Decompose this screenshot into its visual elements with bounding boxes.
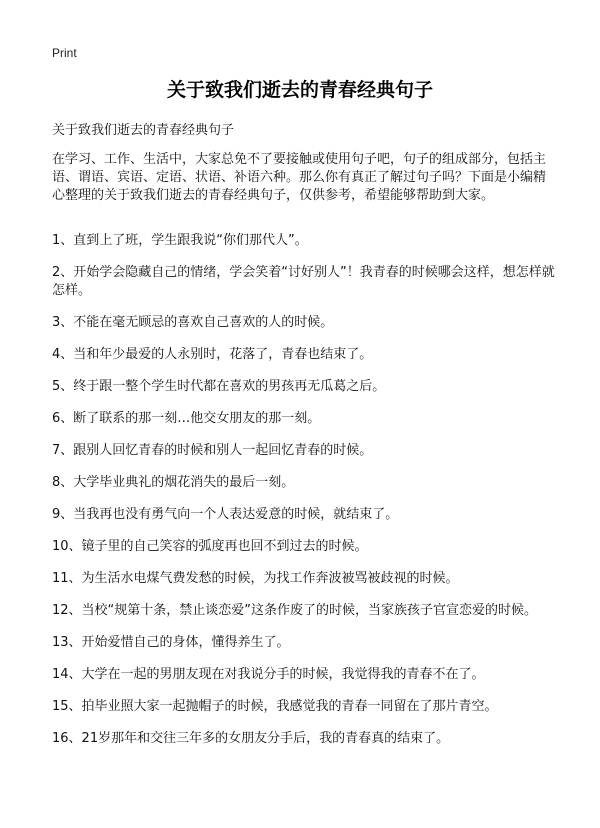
quote-item: 5、终于跟一整个学生时代都在喜欢的男孩再无瓜葛之后。 [52,379,386,394]
quote-item: 6、断了联系的那一刻…他交女朋友的那一刻。 [52,411,321,426]
quote-item: 16、21岁那年和交往三年多的女朋友分手后，我的青春真的结束了。 [52,731,450,746]
quote-item: 9、当我再也没有勇气向一个人表达爱意的时候，就结束了。 [52,507,399,522]
quote-list [52,232,558,762]
quote-item: 14、大学在一起的男朋友现在对我说分手的时候，我觉得我的青春不在了。 [52,667,485,682]
quote-item: 1、直到上了班，学生跟我说“你们那代人”。 [52,233,308,248]
quote-item: 2、开始学会隐藏自己的情绪，学会笑着“讨好别人”！我青春的时候哪会这样，想怎样就怎样。 [52,265,555,298]
quote-item: 12、当校“规第十条，禁止谈恋爱”这条作废了的时候，当家族孩子官宣恋爱的时候。 [52,603,538,618]
quote-item: 8、大学毕业典礼的烟花消失的最后一刻。 [52,475,295,490]
quote-item: 3、不能在毫无顾忌的喜欢自己喜欢的人的时候。 [52,315,334,330]
quote-item: 13、开始爱惜自己的身体，懂得养生了。 [52,635,290,650]
intro-paragraph: 在学习、工作、生活中，大家总免不了要接触或使用句子吧，句子的组成部分，包括主语、谓语、宾语、定语、状语、补语六种。那么你有真正了解过句子吗？下面是小编精心整理的关于致我们逝去的青春经典句子，仅供参考，希望能够帮助到大家。 [52,152,547,203]
page-title: 关于致我们逝去的青春经典句子 [166,79,433,101]
quote-item: 15、拍毕业照大家一起抛帽子的时候，我感觉我的青春一同留在了那片青空。 [52,699,498,714]
quote-item: 10、镜子里的自己笑容的弧度再也回不到过去的时候。 [52,539,368,554]
quote-item: 7、跟别人回忆青春的时候和别人一起回忆青春的时候。 [52,443,373,458]
document-subtitle: 关于致我们逝去的青春经典句子 [52,123,235,138]
quote-item: 11、为生活水电煤气费发愁的时候，为找工作奔波被骂被歧视的时候。 [52,571,459,586]
quote-item: 4、当和年少最爱的人永别时，花落了，青春也结束了。 [52,347,373,362]
print-link[interactable]: Print [52,46,77,60]
